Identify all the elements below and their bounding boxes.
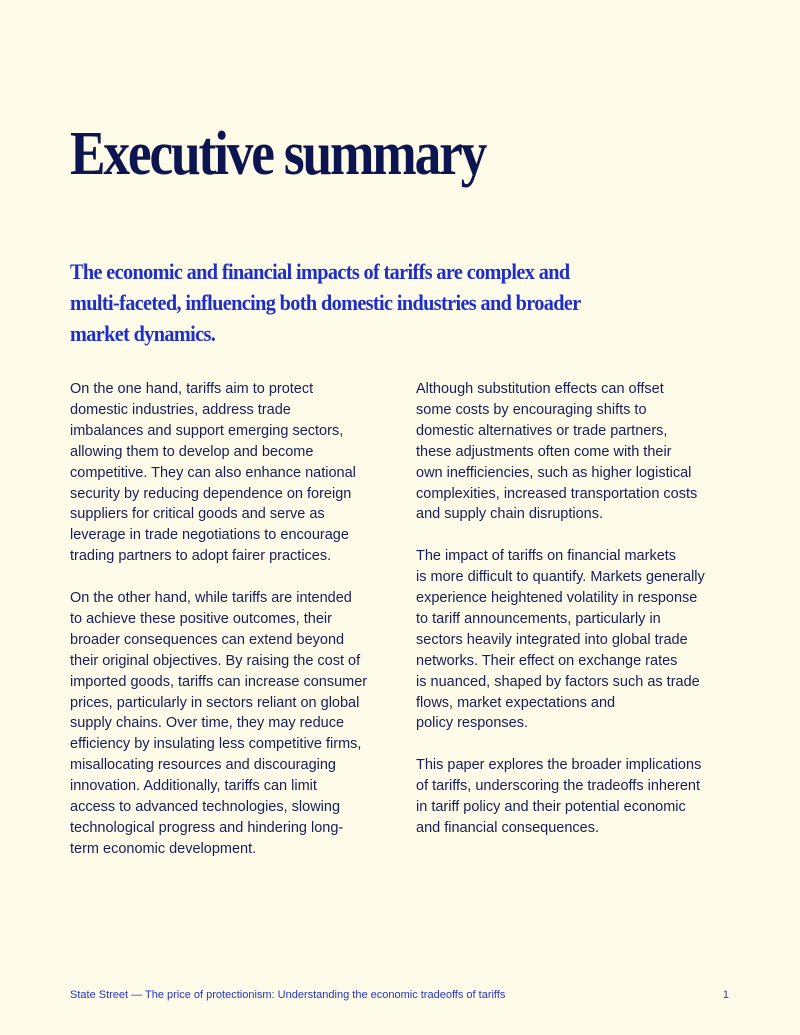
text-line: term economic development. xyxy=(70,840,257,857)
text-line: and financial consequences. xyxy=(416,820,599,836)
text-line: to tariff announcements, particularly in xyxy=(416,610,661,627)
text-line: innovation. Additionally, tariffs can limit xyxy=(70,778,317,795)
text-line: policy responses. xyxy=(416,715,529,732)
text-line: to achieve these positive outcomes, their xyxy=(70,610,332,627)
text-line: is more difficult to quantify. Markets generally xyxy=(416,569,705,586)
text-line: is nuanced, shaped by factors such as trade xyxy=(416,673,700,690)
text-line: and supply chain disruptions. xyxy=(416,506,604,523)
text-line: complexities, increased transportation costs xyxy=(416,485,698,502)
text-line: of tariffs, underscoring the tradeoffs inherent xyxy=(416,778,700,795)
text-line: broader consequences can extend beyond xyxy=(70,631,345,648)
text-line: imported goods, tariffs can increase consumer xyxy=(70,673,368,690)
text-line: On the one hand, tariffs aim to protect xyxy=(70,381,314,397)
left-column xyxy=(70,379,400,881)
text-line: experience heightened volatility in response xyxy=(416,590,698,607)
text-line: domestic industries, address trade xyxy=(70,401,291,418)
text-line: imbalances and support emerging sectors, xyxy=(70,422,344,439)
text-line: prices, particularly in sectors reliant on global xyxy=(70,694,360,711)
text-line: On the other hand, while tariffs are intended xyxy=(70,590,352,607)
body-paragraph xyxy=(70,588,400,860)
text-line: their original objectives. By raising the cost of xyxy=(70,652,361,669)
text-line: these adjustments often come with their xyxy=(416,443,672,460)
text-line: networks. Their effect on exchange rates xyxy=(416,652,678,669)
text-line: own inefficiencies, such as higher logistical xyxy=(416,464,692,481)
text-line: efficiency by insulating less competitive firms, xyxy=(70,736,362,753)
text-line: flows, market expectations and xyxy=(416,694,616,711)
text-line: access to advanced technologies, slowing xyxy=(70,799,341,816)
footer-title: State Street — The price of protectionism: Understanding the economic tradeoffs of tariffs xyxy=(70,989,506,1001)
body-paragraph xyxy=(416,546,746,734)
text-line: suppliers for critical goods and serve as xyxy=(70,506,325,523)
body-paragraph xyxy=(70,379,400,567)
text-line: in tariff policy and their potential economic xyxy=(416,799,686,816)
text-line: sectors heavily integrated into global trade xyxy=(416,631,688,648)
page-title: Executive summary xyxy=(70,120,486,188)
text-line: The impact of tariffs on financial markets xyxy=(416,548,677,565)
text-line: allowing them to develop and become xyxy=(70,443,314,460)
text-line: Although substitution effects can offset xyxy=(416,381,664,397)
text-line: security by reducing dependence on foreign xyxy=(70,485,352,502)
lead-line: The economic and financial impacts of tariffs are complex and xyxy=(70,259,570,284)
body-paragraph xyxy=(416,379,746,525)
body-paragraph xyxy=(416,755,746,839)
lead-line: market dynamics. xyxy=(70,321,216,346)
text-line: domestic alternatives or trade partners, xyxy=(416,422,668,439)
text-line: misallocating resources and discouraging xyxy=(70,757,336,774)
right-column xyxy=(416,379,746,860)
text-line: some costs by encouraging shifts to xyxy=(416,401,647,418)
text-line: competitive. They can also enhance national xyxy=(70,464,356,481)
text-line: supply chains. Over time, they may reduce xyxy=(70,715,345,732)
text-line: leverage in trade negotiations to encourage xyxy=(70,527,349,544)
lead-line: multi-faceted, influencing both domestic industries and broader xyxy=(70,290,581,315)
lead-paragraph xyxy=(70,256,710,349)
text-line: technological progress and hindering long- xyxy=(70,820,344,837)
page-number: 1 xyxy=(722,989,729,1001)
text-line: This paper explores the broader implications xyxy=(416,757,702,774)
text-line: trading partners to adopt fairer practices. xyxy=(70,548,332,565)
